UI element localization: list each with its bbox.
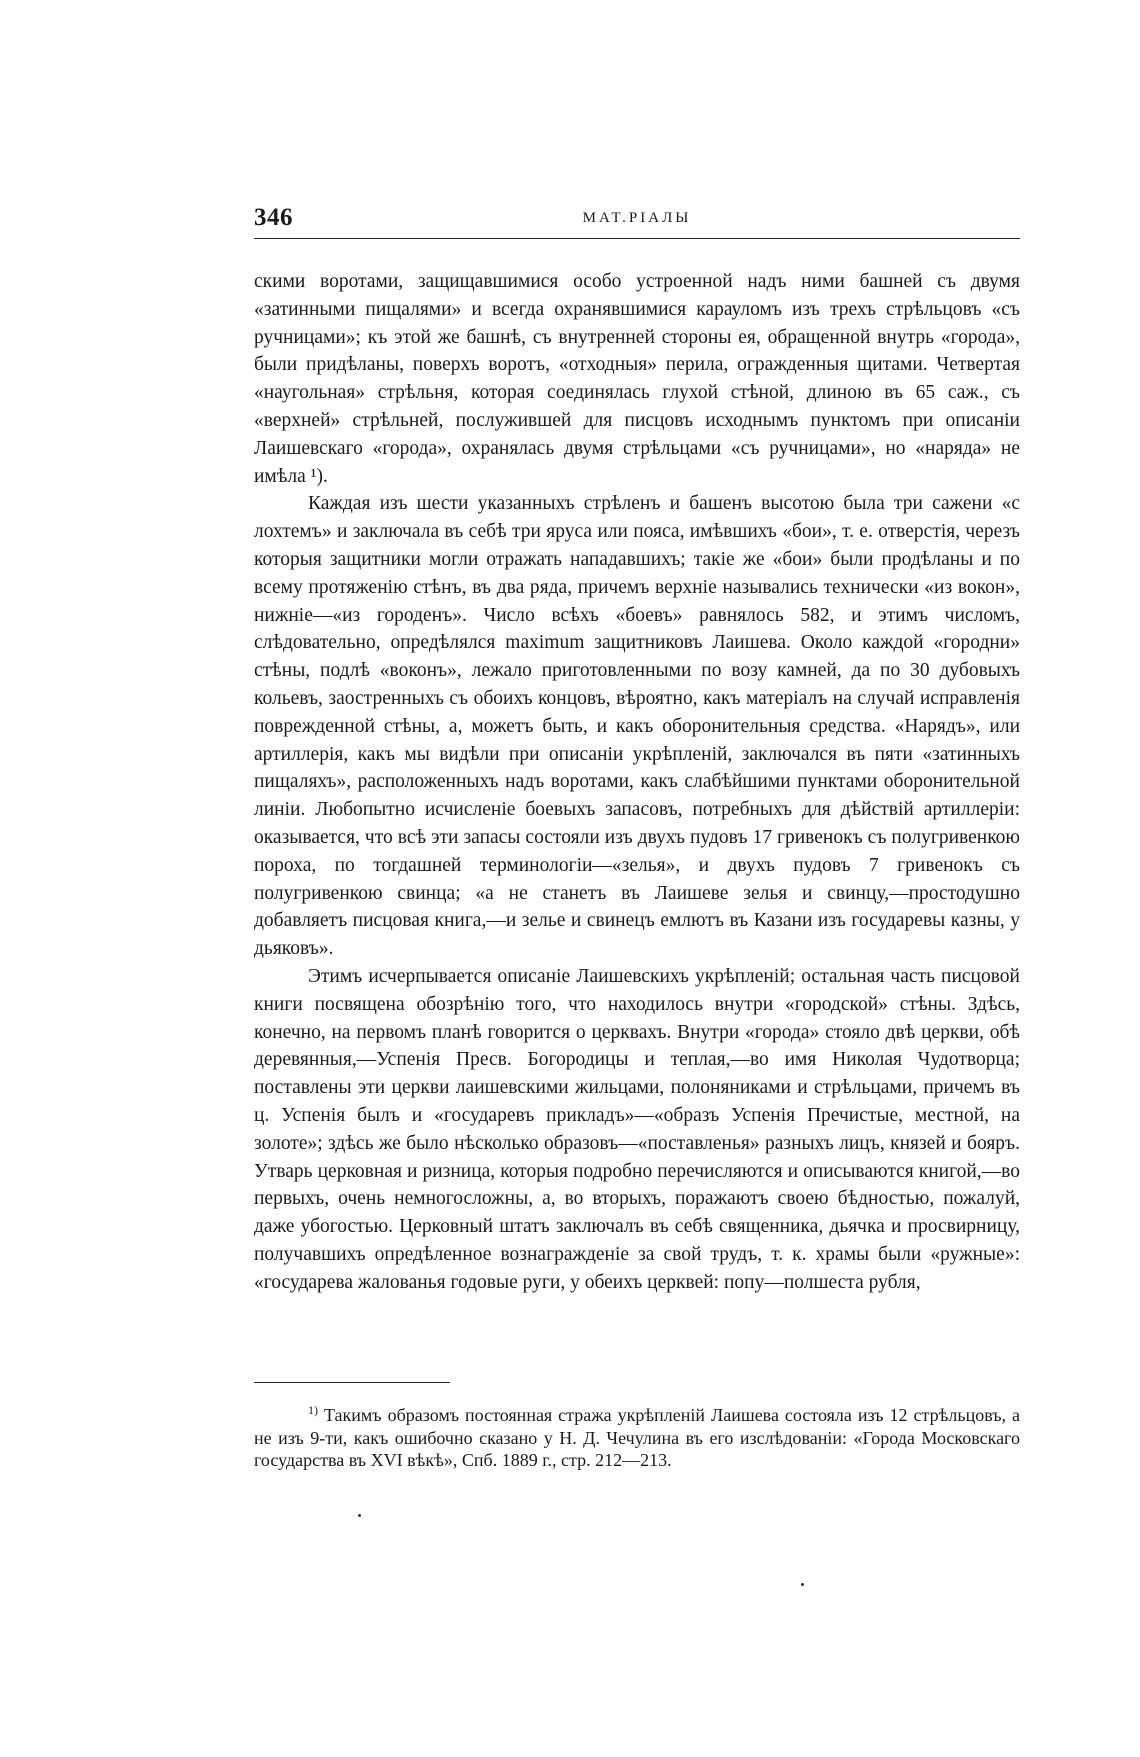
main-text — [254, 268, 1020, 1296]
footnote-text: Такимъ образомъ постоянная стража укрѣпленій Лаишева состояла изъ 12 стрѣльцовъ, а не изъ 9-ти, какъ ошибочно сказано у Н. Д. Чечулина въ его изслѣдованіи: «Города Московскаго государства въ XVI вѣкѣ», Спб. 1889 г., стр. 212—213. — [254, 1405, 1021, 1470]
paragraph: Этимъ исчерпывается описаніе Лаишевскихъ укрѣпленій; остальная часть писцовой книги посвящена обозрѣнію того, что находилось внутри «городской» стѣны. Здѣсь, конечно, на первомъ планѣ говорится о церквахъ. Внутри «города» стояло двѣ церкви, обѣ деревянныя,—Успенія Пресв. Богородицы и теплая,—во имя Николая Чудотворца; поставлены эти церкви лаишевскими жильцами, полоняниками и стрѣльцами, причемъ въ ц. Успенія былъ и «государевъ прикладъ»—«образъ Успенія Пречистые, местной, на золоте»; здѣсь же было нѣсколько образовъ—«поставленья» разныхъ лицъ, князей и бояръ. Утварь церковная и ризница, которыя подробно перечисляются и описываются книгой,—во первыхъ, очень немногосложны, а, во вторыхъ, поражаютъ своею бѣдностью, пожалуй, даже убогостью. Церковный штатъ заключалъ въ себѣ священника, дьячка и просвирницу, получавшихъ опредѣленное вознагражденіе за свой трудъ, т. к. храмы были «ружные»: «государева жалованья годовые руги, у обеихъ церквей: попу—полшеста рубля, — [254, 965, 1020, 1293]
paragraph: скими воротами, защищавшимися особо устроенной надъ ними башней съ двумя «затинными пищалями» и всегда охранявшимися карауломъ изъ трехъ стрѣльцовъ «съ ручницами»; къ этой же башнѣ, съ внутренней стороны ея, обращенной внутрь «города», были придѣланы, поверхъ воротъ, «отходныя» перила, огражденныя щитами. Четвертая «наугольная» стрѣльня, которая соединялась глухой стѣной, длиною въ 65 саж., съ «верхней» стрѣльней, послужившей для писцовъ исходнымъ пунктомъ при описаніи Лаишевскаго «города», охранялась двумя стрѣльцами «съ ручницами», но «наряда» не имѣла ¹). — [254, 271, 1020, 487]
scan-speck — [801, 1583, 804, 1586]
scan-speck — [358, 1514, 361, 1517]
footnote-divider — [254, 1382, 450, 1383]
running-title: МАТ.РІАЛЫ — [582, 210, 692, 226]
page-header — [254, 204, 1020, 239]
footnote-marker: 1) — [308, 1403, 318, 1417]
page-number: 346 — [254, 204, 293, 231]
footnote — [254, 1404, 1020, 1472]
paragraph: Каждая изъ шести указанныхъ стрѣленъ и башенъ высотою была три сажени «с лохтемъ» и заключала въ себѣ три яруса или пояса, имѣвшихъ «бои», т. е. отверстія, черезъ которыя защитники могли отражать нападавшихъ; такіе же «бои» были продѣланы и по всему протяженію стѣнъ, въ два ряда, причемъ верхніе назывались технически «из вокон», нижніе—«из городенъ». Число всѣхъ «боевъ» равнялось 582, и этимъ числомъ, слѣдовательно, опредѣлялся maximum защитниковъ Лаишева. Около каждой «городни» стѣны, подлѣ «воконъ», лежало приготовленными по возу камней, да по 30 дубовыхъ кольевъ, заостренныхъ съ обоихъ концовъ, вѣроятно, какъ матеріалъ на случай исправленія поврежденной стѣны, а, можетъ быть, и какъ оборонительныя средства. «Нарядъ», или артиллерія, какъ мы видѣли при описаніи укрѣпленій, заключался въ пяти «затинныхъ пищаляхъ», расположенныхъ надъ воротами, какъ слабѣйшими пунктами оборонительной линіи. Любопытно исчисленіе боевыхъ запасовъ, потребныхъ для дѣйствій артиллеріи: оказывается, что всѣ эти запасы состояли изъ двухъ пудовъ 17 гривенокъ съ полугривенкою пороха, по тогдашней терминологіи—«зелья», и двухъ пудовъ 7 гривенокъ съ полугривенкою свинца; «а не станетъ въ Лаишеве зелья и свинцу,—простодушно добавляетъ писцовая книга,—и зелье и свинецъ емлютъ въ Казани изъ государевы казны, у дьяковъ». — [254, 493, 1020, 960]
